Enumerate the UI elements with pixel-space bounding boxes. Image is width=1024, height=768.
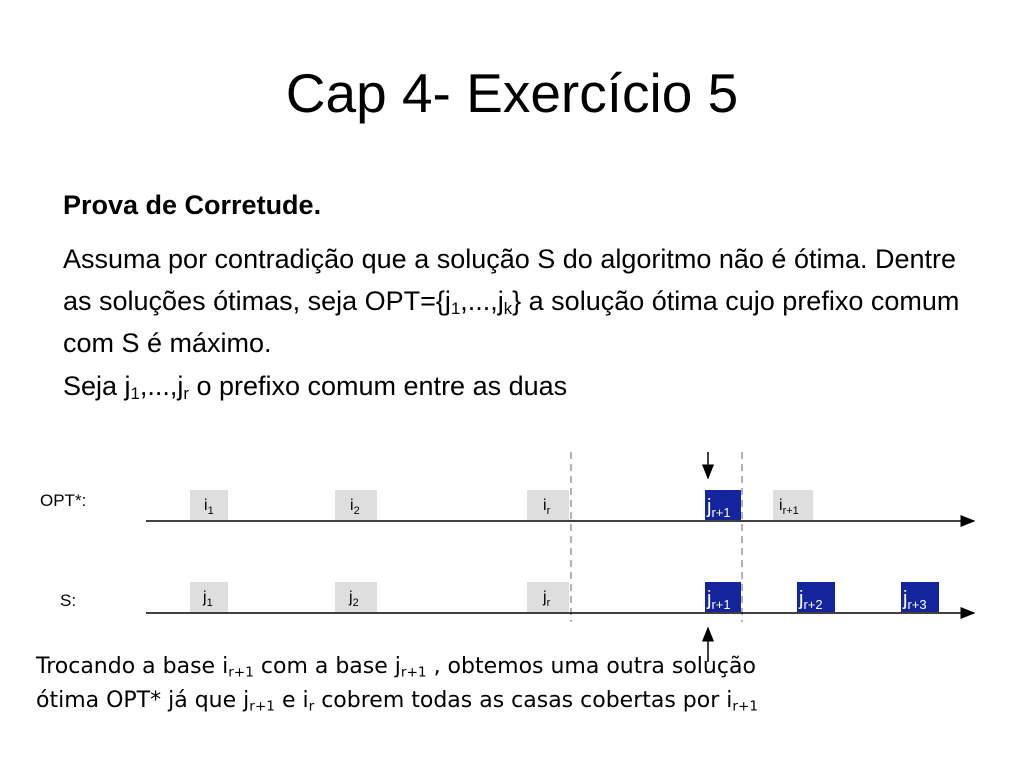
s-box-jr1 [705,582,741,612]
opt-box-i1-main: i [204,497,208,514]
opt-box-ir [527,490,569,520]
caption-sub: r [308,698,315,715]
opt-box-ir1-sub: r+1 [782,505,799,517]
s-box-j2 [335,582,377,612]
slide-title: Cap 4- Exercício 5 [285,62,739,124]
opt-box-ir-sub: r [546,505,551,517]
s-box-j1-main: j [203,589,207,606]
para2-sub-1: 1 [130,384,140,404]
para1-sub-2: k [503,299,513,319]
opt-box-i2-sub: 2 [353,505,360,517]
s-box-jr2 [797,582,835,612]
s-box-jr3-main: j [903,588,908,610]
s-box-jr1-sub: r+1 [711,597,731,612]
s-box-j2-main: j [349,589,353,606]
para2-text-1: Seja j [63,371,131,401]
opt-box-i1 [190,490,228,520]
s-box-j1 [190,582,228,612]
caption-sub: r+1 [732,698,759,715]
caption-line-1 [36,650,986,684]
opt-box-i2 [335,490,377,520]
opt-box-ir1 [773,490,813,520]
para2-text-2: ,...,j [139,371,184,401]
opt-box-ir-main: i [543,497,547,514]
s-box-jr [527,582,569,612]
opt-box-jr1-main: j [707,496,712,518]
s-box-jr3 [901,582,939,612]
para1-text-3: } a solução ótima cujo prefixo comum com S é máximo. [63,286,960,358]
caption-sub: r+1 [249,698,275,715]
para1-text-2: ,...,j [460,286,504,316]
s-box-j2-sub: 2 [352,597,359,609]
caption-text: ótima OPT* já que j [36,688,250,713]
para2-text-3: o prefixo comum entre as duas [188,371,568,401]
exchange-caption [36,650,986,718]
s-box-jr-sub: r [546,597,551,609]
s-box-j1-sub: 1 [206,597,213,609]
caption-text: e i [274,688,309,713]
s-box-jr-main: j [543,589,547,606]
opt-box-ir1-main: i [779,497,783,514]
caption-text: com a base j [253,654,401,679]
s-box-jr1-main: j [707,588,712,610]
section-heading: Prova de Corretude. [63,190,322,220]
para2-sub-2: r [183,384,189,404]
caption-text: Trocando a base i [36,654,229,679]
opt-row-label: OPT*: [40,491,87,510]
caption-line-2 [36,684,986,718]
opt-box-i1-sub: 1 [207,505,214,517]
opt-box-i2-main: i [350,497,354,514]
s-row-label: S: [60,591,77,610]
para1-sub-1: 1 [450,299,461,319]
para1-text-1: Assuma por contradição que a solução S do algoritmo não é ótima. Dentre as soluções ótimas, seja OPT={j [63,244,957,316]
s-box-jr3-sub: r+3 [907,597,927,612]
caption-text: cobrem todas as casas cobertas por i [314,688,733,713]
caption-text: , obtemos uma outra solução [426,654,756,679]
opt-box-jr1 [705,490,741,520]
s-box-jr2-sub: r+2 [803,597,823,612]
opt-box-jr1-sub: r+1 [711,505,731,520]
caption-sub: r+1 [228,664,254,681]
s-box-jr2-main: j [799,588,804,610]
caption-sub: r+1 [400,664,427,681]
